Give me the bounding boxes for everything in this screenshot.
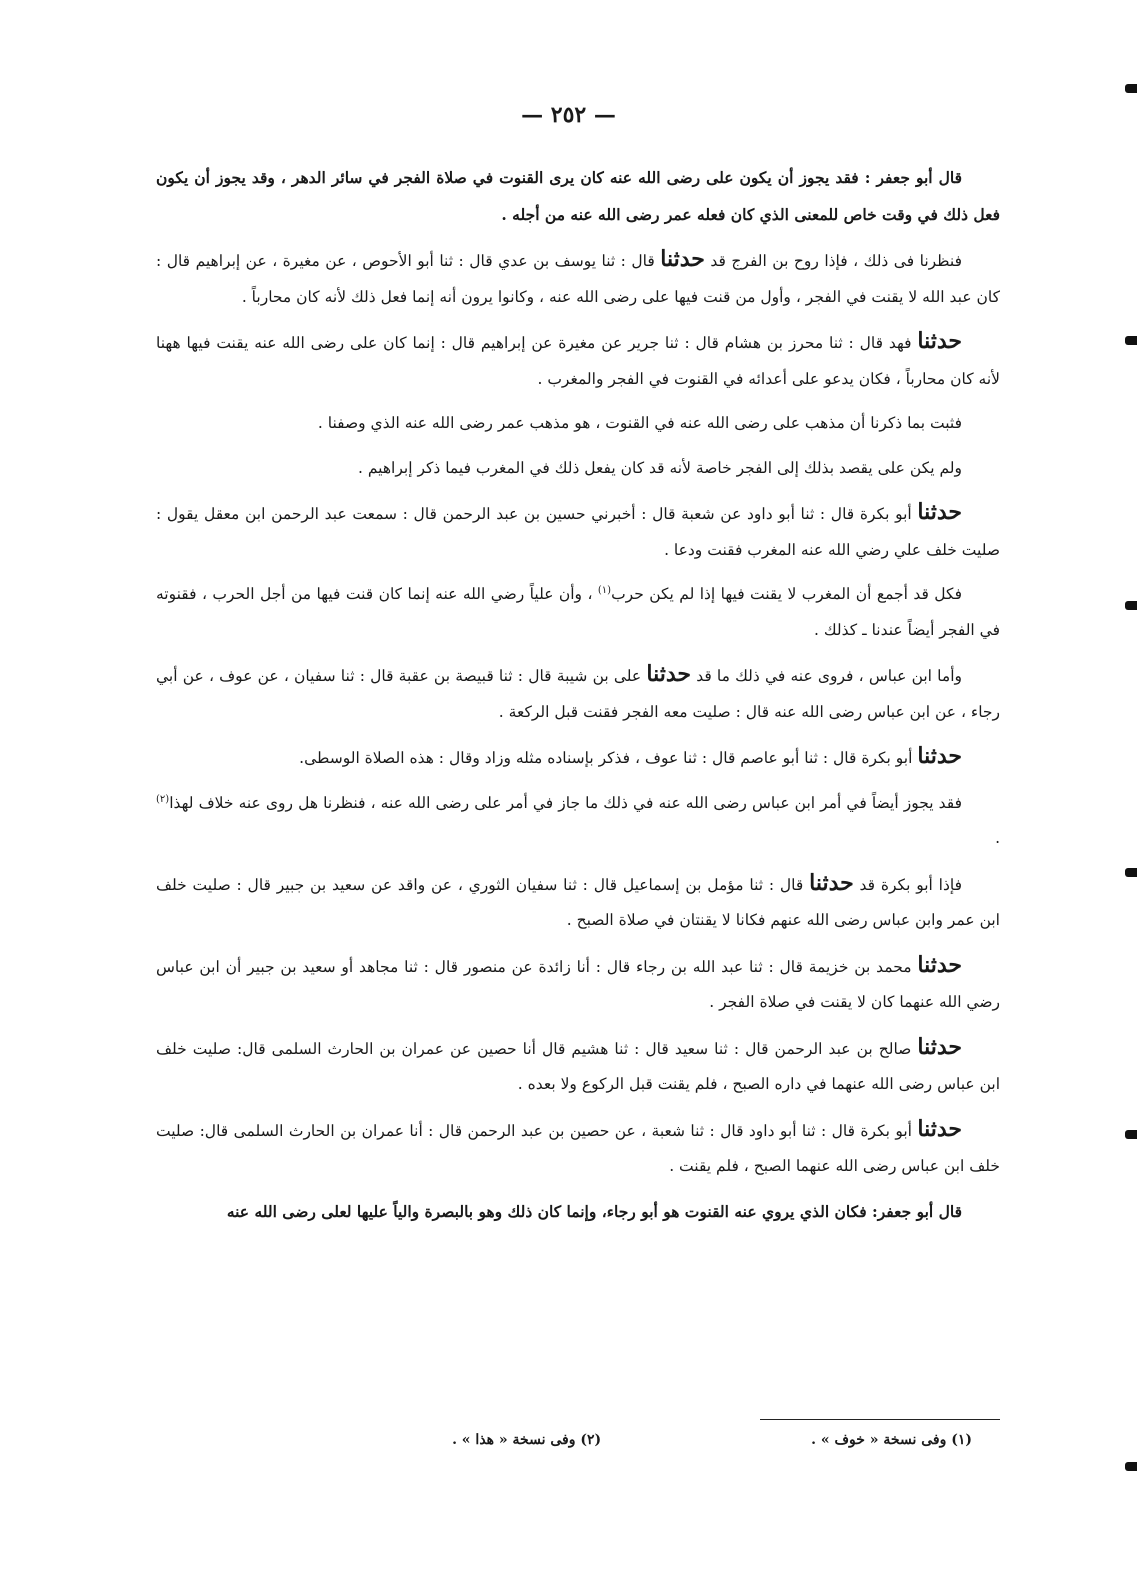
text-run: محمد بن خزيمة قال : ثنا عبد الله بن رجاء قال : أنا زائدة عن منصور قال : ثنا مجاهد أو سعيد بن جبير أن ابن عباس رضي الله عنهما كان لا يقنت في صلاة الفجر .: [156, 957, 1000, 1011]
text-run: ، وأن علياً رضي الله عنه إنما كان قنت فيها من أجل الحرب ، فقنوته في الفجر أيضاً عندنا ـ كذلك .: [156, 585, 1000, 639]
scan-edge-mark: [1125, 1130, 1137, 1139]
text-run: قال : ثنا يوسف بن عدي قال : ثنا أبو الأحوص ، عن مغيرة ، عن إبراهيم قال : كان عبد الله لا يقنت في الفجر ، وأول من قنت فيها على رضى الله عنه ، وكانوا يرون أنه إنما فعل ذلك لأنه كان محارباً .: [156, 252, 1000, 306]
paragraph: [156, 657, 1000, 730]
paragraph: [156, 324, 1000, 397]
paragraph: [156, 242, 1000, 315]
text-run: قال أبو جعفر : فقد يجوز أن يكون على رضى الله عنه كان يرى القنوت في صلاة الفجر في سائر الدهر ، وقد يجوز أن يكون فعل ذلك في وقت خاص للمعنى الذي كان فعله عمر رضى الله عنه من أجله .: [156, 168, 1000, 224]
text-run: قال : ثنا مؤمل بن إسماعيل قال : ثنا سفيان الثوري ، عن واقد عن سعيد بن جبير قال : صليت خلف ابن عمر وابن عباس رضى الله عنهم فكانا لا يقنتان في صلاة الصبح .: [156, 875, 1000, 929]
paragraph: [156, 1194, 1000, 1231]
text-run: على بن شيبة قال : ثنا قبيصة بن عقبة قال : ثنا سفيان ، عن عوف ، عن أبي رجاء ، عن ابن عباس رضى الله عنه قال : صليت معه الفجر فقنت قبل الركعة .: [156, 667, 1000, 721]
scan-edge-mark: [1125, 84, 1137, 93]
text-run: صالح بن عبد الرحمن قال : ثنا سعيد قال : ثنا هشيم قال أنا حصين عن عمران بن الحارث السلمى قال: صليت خلف ابن عباس رضى الله عنهما في داره الصبح ، فلم يقنت قبل الركوع ولا بعده .: [156, 1039, 1000, 1093]
text-run: فإذا أبو بكرة قد: [859, 875, 962, 894]
hadathana-word: حدثنا: [917, 1033, 962, 1060]
paragraph: [156, 1030, 1000, 1103]
scan-edge-mark: [1125, 868, 1137, 877]
footnotes: [156, 1432, 1000, 1448]
hadathana-word: حدثنا: [660, 246, 705, 272]
scan-edge-mark: [1125, 601, 1137, 610]
paragraph: [156, 495, 1000, 568]
paragraph: [156, 577, 1000, 648]
paragraph: [156, 866, 1000, 939]
text-run: قال أبو جعفر: فكان الذي يروي عنه القنوت هو أبو رجاء، وإنما كان ذلك وهو بالبصرة والياً عليها لعلى رضى الله عنه: [226, 1201, 962, 1221]
text-run: ولم يكن على يقصد بذلك إلى الفجر خاصة لأنه قد كان يفعل ذلك في المغرب فيما ذكر إبراهيم .: [358, 458, 962, 477]
text-run: أبو بكرة قال : ثنا أبو داود قال : ثنا شعبة ، عن حصين بن عبد الرحمن قال : أنا عمران بن الحارث السلمى قال: صليت خلف ابن عباس رضى الله عنهما الصبح ، فلم يقنت .: [156, 1121, 1000, 1175]
hadathana-word: حدثنا: [917, 951, 962, 978]
text-run: فثبت بما ذكرنا أن مذهب على رضى الله عنه في القنوت ، هو مذهب عمر رضى الله عنه الذي وصفنا .: [317, 414, 962, 432]
paragraph: [156, 1112, 1000, 1185]
text-run: فقد يجوز أيضاً في أمر ابن عباس رضى الله عنه في ذلك ما جاز في أمر على رضى الله عنه ، فنظرنا هل روى عنه خلاف لهذا: [169, 793, 962, 812]
paragraph: [156, 160, 1000, 233]
paragraph: [156, 739, 1000, 777]
text-run: أبو بكرة قال : ثنا أبو داود عن شعبة قال : أخبرني حسين بن عبد الرحمن قال : سمعت عبد الرحمن ابن معقل يقول : صليت خلف علي رضي الله عنه المغرب فقنت ودعا .: [156, 505, 1000, 559]
text-run: وأما ابن عباس ، فروى عنه في ذلك ما قد: [696, 667, 962, 685]
paragraph: [156, 948, 1000, 1021]
footnote-1: (١) وفى نسخة « خوف » .: [811, 1432, 972, 1448]
footnote-ref: (١): [597, 584, 612, 596]
hadathana-word: حدثنا: [809, 869, 854, 896]
hadathana-word: حدثنا: [917, 743, 962, 769]
main-text: [156, 160, 1000, 1239]
paragraph: [156, 786, 1000, 857]
paragraph: [156, 451, 1000, 487]
text-run: فكل قد أجمع أن المغرب لا يقنت فيها إذا لم يكن حرب: [611, 585, 962, 603]
hadathana-word: حدثنا: [917, 499, 962, 525]
scan-edge-mark: [1125, 1462, 1137, 1471]
hadathana-word: حدثنا: [917, 328, 962, 354]
hadathana-word: حدثنا: [646, 661, 691, 687]
hadathana-word: حدثنا: [917, 1115, 962, 1142]
text-run: أبو بكرة قال : ثنا أبو عاصم قال : ثنا عوف ، فذكر بإسناده مثله وزاد وقال : هذه الصلاة الوسطى.: [299, 749, 913, 767]
footnote-2: (٢) وفى نسخة « هذا » .: [452, 1432, 602, 1448]
paragraph: [156, 406, 1000, 442]
footnote-divider: [760, 1419, 1000, 1420]
footnote-ref: (٢): [156, 793, 170, 805]
text-run: فنظرنا فى ذلك ، فإذا روح بن الفرج قد: [710, 252, 962, 270]
text-run: .: [995, 829, 1000, 847]
text-run: فهد قال : ثنا محرز بن هشام قال : ثنا جرير عن مغيرة عن إبراهيم قال : إنما كان على رضى الله عنه يقنت فيها ههنا لأنه كان محارباً ، فكان يدعو على أعدائه في القنوت في الفجر والمغرب .: [156, 334, 1000, 388]
scan-edge-mark: [1125, 336, 1137, 345]
page-number: — ٢٥٢ —: [521, 102, 616, 128]
